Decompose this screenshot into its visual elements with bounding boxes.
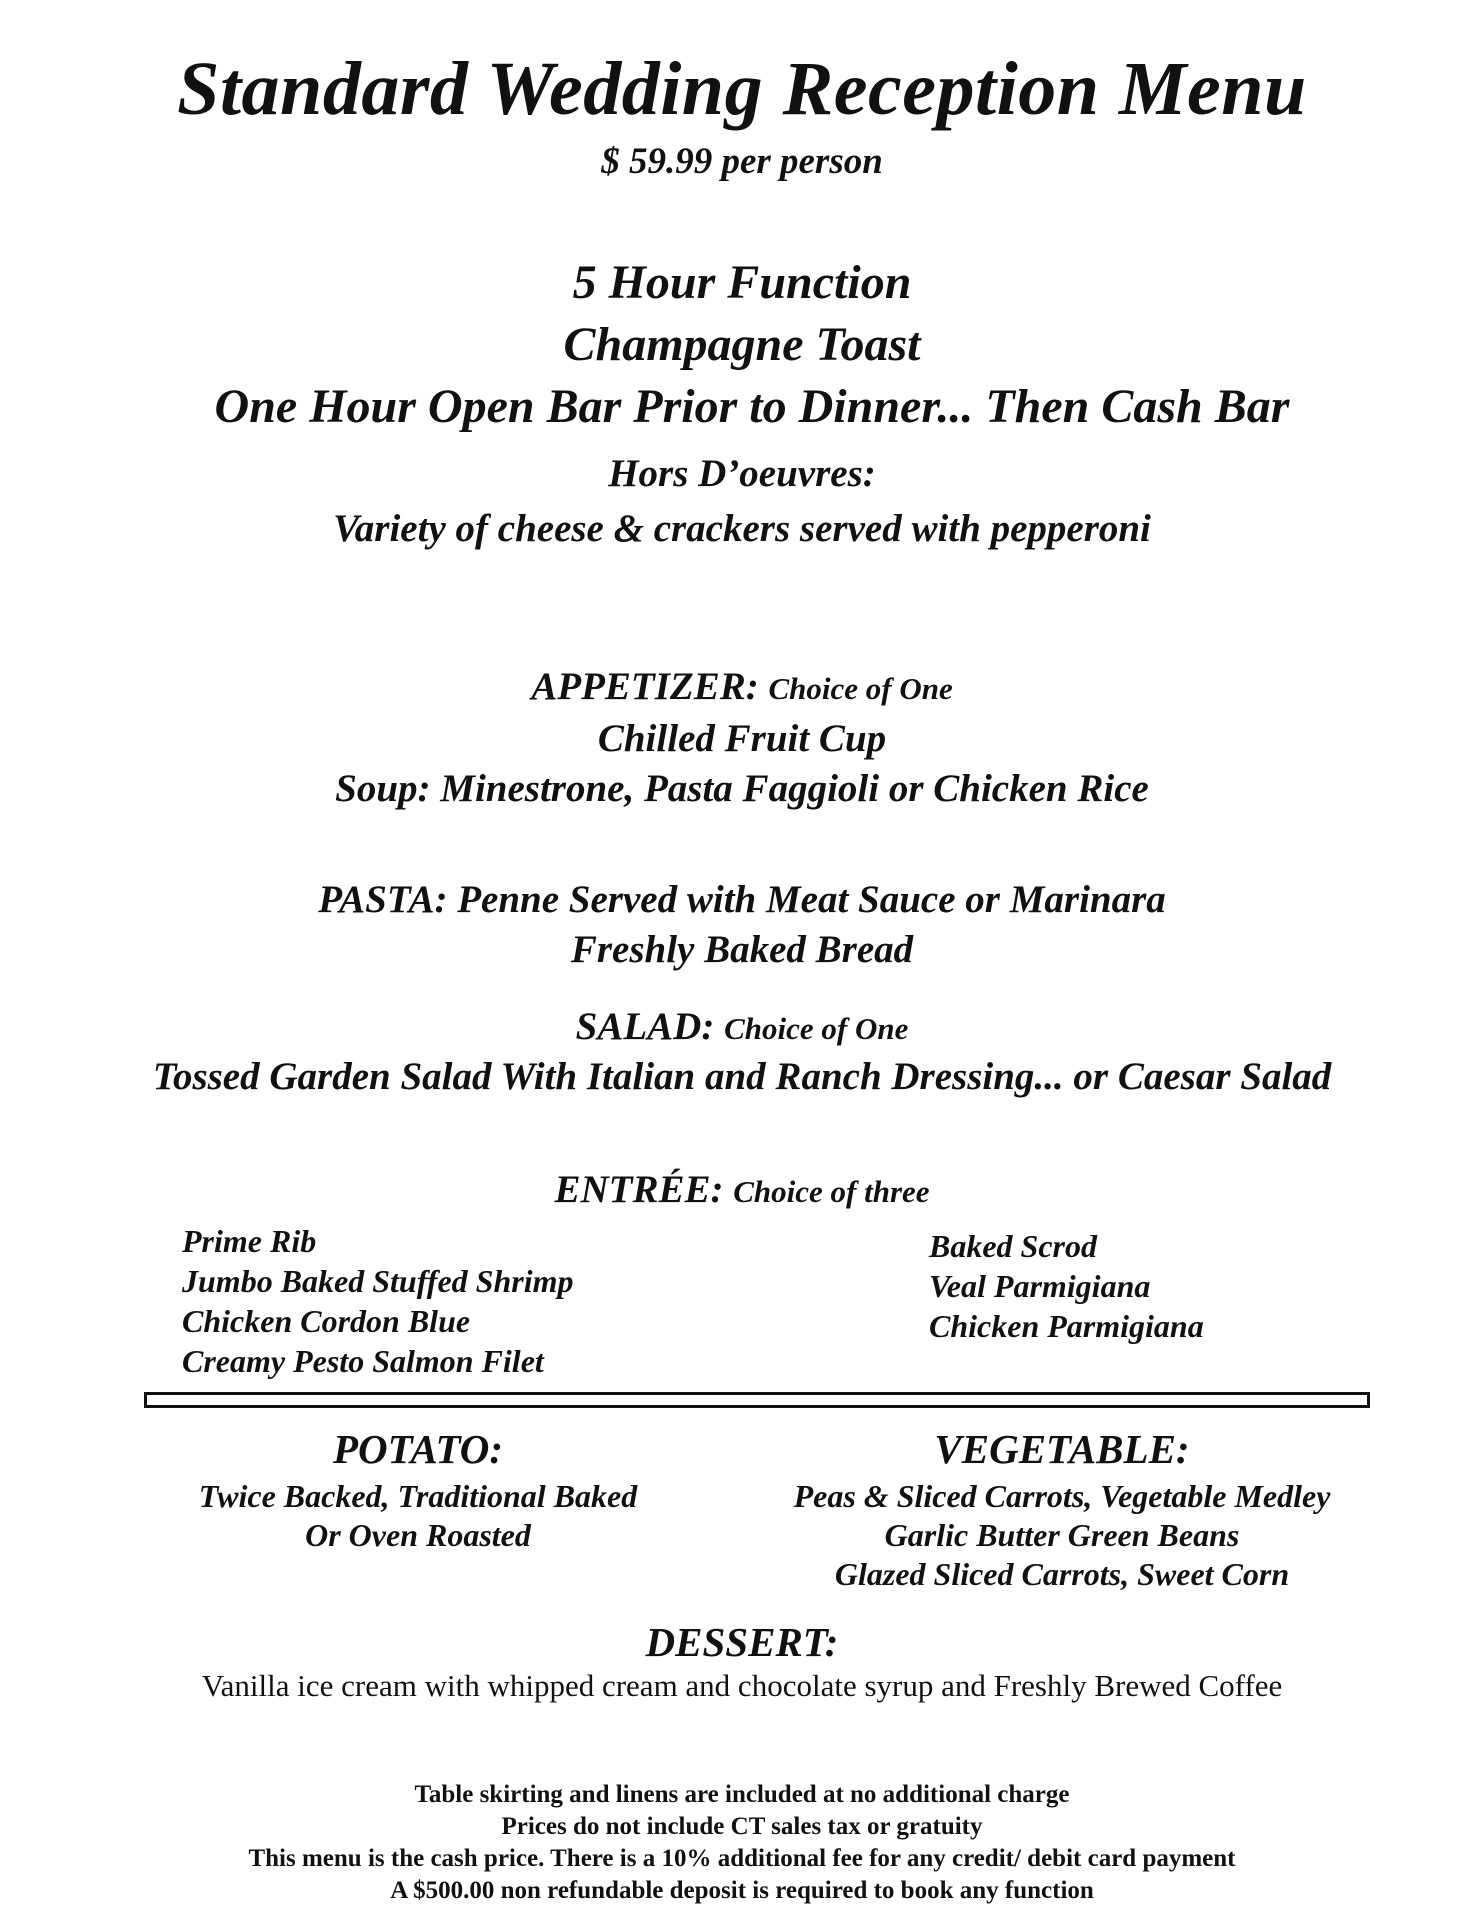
entree-right-column: [929, 1226, 1204, 1346]
appetizer-choice: Choice of One: [768, 671, 953, 706]
entree-item: Jumbo Baked Stuffed Shrimp: [182, 1263, 574, 1299]
footer-note: A $500.00 non refundable deposit is required to book any function: [390, 1877, 1094, 1904]
footer-note: Prices do not include CT sales tax or gratuity: [501, 1813, 983, 1840]
entree-item: Chicken Cordon Blue: [182, 1303, 471, 1339]
vegetable-items: [762, 1477, 1362, 1594]
price-per-person: $ 59.99 per person: [601, 141, 883, 182]
bar-info: One Hour Open Bar Prior to Dinner... Then Cash Bar: [214, 380, 1290, 433]
appetizer-item-soup: Soup: Minestrone, Pasta Faggioli or Chicken Rice: [335, 767, 1149, 810]
pasta-bread: Freshly Baked Bread: [570, 928, 914, 971]
entree-heading: [0, 1166, 1484, 1216]
page-title: Standard Wedding Reception Menu: [177, 47, 1307, 131]
appetizer-item-fruit-cup: Chilled Fruit Cup: [597, 717, 887, 760]
entree-item: Baked Scrod: [929, 1228, 1097, 1264]
appetizer-heading: [0, 663, 1484, 713]
function-duration: 5 Hour Function: [572, 256, 912, 309]
entree-choice: Choice of three: [733, 1174, 930, 1209]
potato-item: Twice Backed, Traditional Baked: [198, 1478, 638, 1514]
entree-item: Veal Parmigiana: [929, 1268, 1151, 1304]
section-divider: [144, 1392, 1370, 1408]
potato-label: POTATO:: [332, 1426, 504, 1472]
entree-item: Chicken Parmigiana: [929, 1308, 1204, 1344]
salad-item: Tossed Garden Salad With Italian and Ranch Dressing... or Caesar Salad: [152, 1055, 1332, 1098]
salad-heading: [0, 1003, 1484, 1053]
hors-doeuvres-label: Hors D’oeuvres:: [608, 452, 876, 495]
salad-label: SALAD:: [575, 1005, 715, 1048]
champagne-toast: Champagne Toast: [563, 318, 921, 371]
appetizer-label: APPETIZER:: [531, 665, 759, 708]
potato-items: [118, 1477, 718, 1555]
vegetable-label: VEGETABLE:: [934, 1426, 1190, 1472]
dessert-label: DESSERT:: [645, 1619, 839, 1665]
footer-note: This menu is the cash price. There is a 10% additional fee for any credit/ debit card payment: [248, 1845, 1236, 1872]
vegetable-item: Peas & Sliced Carrots, Vegetable Medley: [793, 1478, 1331, 1514]
vegetable-item: Glazed Sliced Carrots, Sweet Corn: [834, 1556, 1290, 1592]
potato-item: Or Oven Roasted: [305, 1517, 531, 1553]
entree-left-column: [182, 1221, 573, 1381]
entree-item: Prime Rib: [182, 1223, 317, 1259]
pasta-line: PASTA: Penne Served with Meat Sauce or Marinara: [318, 878, 1166, 921]
dessert-item: Vanilla ice cream with whipped cream and chocolate syrup and Freshly Brewed Coffee: [201, 1668, 1283, 1703]
entree-label: ENTRÉE:: [554, 1168, 724, 1211]
entree-item: Creamy Pesto Salmon Filet: [182, 1343, 544, 1379]
vegetable-item: Garlic Butter Green Beans: [884, 1517, 1240, 1553]
salad-choice: Choice of One: [724, 1011, 909, 1046]
hors-doeuvres-item: Variety of cheese & crackers served with pepperoni: [333, 507, 1151, 550]
footer-note: Table skirting and linens are included at no additional charge: [414, 1781, 1070, 1808]
